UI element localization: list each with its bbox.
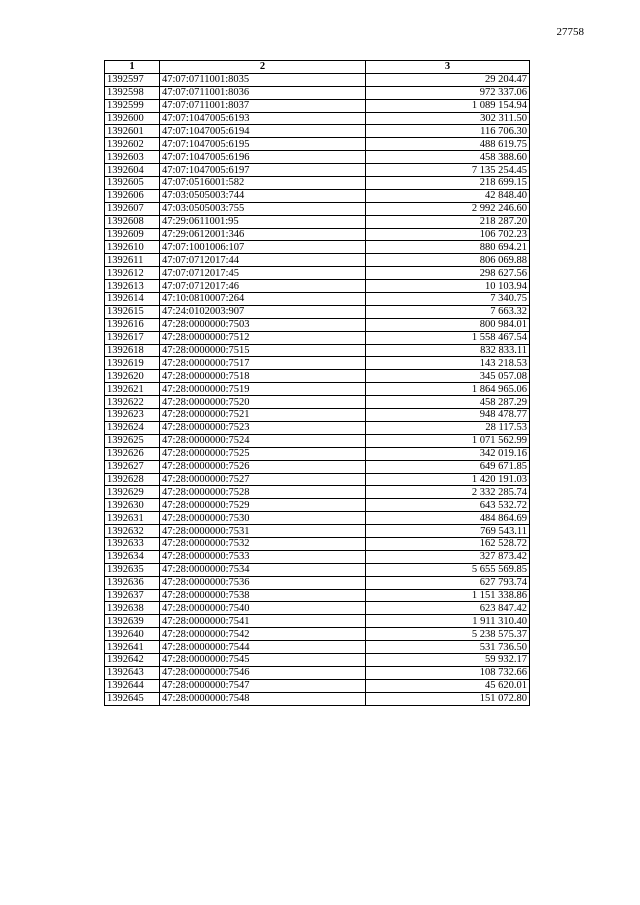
column-header-1: 1: [105, 61, 160, 74]
table-row: [105, 202, 530, 215]
record-number-cell: 1392634: [105, 550, 160, 563]
table-row: [105, 460, 530, 473]
value-cell: 1 558 467.54: [366, 331, 530, 344]
record-number-cell: 1392637: [105, 589, 160, 602]
value-cell: 880 694.21: [366, 241, 530, 254]
value-cell: 769 543.11: [366, 525, 530, 538]
cadastral-number-cell: 47:28:0000000:7540: [160, 602, 366, 615]
record-number-cell: 1392625: [105, 434, 160, 447]
value-cell: 531 736.50: [366, 641, 530, 654]
cadastral-number-cell: 47:28:0000000:7521: [160, 409, 366, 422]
record-number-cell: 1392645: [105, 692, 160, 705]
record-number-cell: 1392632: [105, 525, 160, 538]
record-number-cell: 1392643: [105, 666, 160, 679]
table-row: [105, 151, 530, 164]
cadastral-number-cell: 47:28:0000000:7530: [160, 512, 366, 525]
cadastral-number-cell: 47:07:1047005:6197: [160, 164, 366, 177]
cadastral-number-cell: 47:28:0000000:7544: [160, 641, 366, 654]
column-header-2: 2: [160, 61, 366, 74]
value-cell: 151 072.80: [366, 692, 530, 705]
cadastral-number-cell: 47:07:1047005:6193: [160, 112, 366, 125]
record-number-cell: 1392602: [105, 138, 160, 151]
cadastral-number-cell: 47:28:0000000:7524: [160, 434, 366, 447]
cadastral-number-cell: 47:07:0712017:46: [160, 280, 366, 293]
record-number-cell: 1392615: [105, 305, 160, 318]
cadastral-number-cell: 47:28:0000000:7534: [160, 563, 366, 576]
table-row: [105, 421, 530, 434]
cadastral-number-cell: 47:28:0000000:7538: [160, 589, 366, 602]
record-number-cell: 1392642: [105, 653, 160, 666]
table-row: [105, 293, 530, 306]
table-row: [105, 228, 530, 241]
value-cell: 143 218.53: [366, 357, 530, 370]
record-number-cell: 1392608: [105, 215, 160, 228]
record-number-cell: 1392626: [105, 447, 160, 460]
cadastral-number-cell: 47:03:0505003:744: [160, 189, 366, 202]
value-cell: 806 069.88: [366, 254, 530, 267]
table-row: [105, 305, 530, 318]
value-cell: 1 151 338.86: [366, 589, 530, 602]
record-number-cell: 1392598: [105, 86, 160, 99]
record-number-cell: 1392605: [105, 177, 160, 190]
cadastral-number-cell: 47:28:0000000:7515: [160, 344, 366, 357]
table-row: [105, 563, 530, 576]
table-row: [105, 525, 530, 538]
record-number-cell: 1392638: [105, 602, 160, 615]
value-cell: 948 478.77: [366, 409, 530, 422]
value-cell: 623 847.42: [366, 602, 530, 615]
cadastral-number-cell: 47:29:0612001:346: [160, 228, 366, 241]
page-number: 27758: [556, 26, 584, 38]
table-row: [105, 576, 530, 589]
record-number-cell: 1392610: [105, 241, 160, 254]
record-number-cell: 1392611: [105, 254, 160, 267]
record-number-cell: 1392635: [105, 563, 160, 576]
table-row: [105, 357, 530, 370]
table-row: [105, 112, 530, 125]
table-row: [105, 177, 530, 190]
value-cell: 5 655 569.85: [366, 563, 530, 576]
record-number-cell: 1392636: [105, 576, 160, 589]
cadastral-number-cell: 47:28:0000000:7525: [160, 447, 366, 460]
table-row: [105, 215, 530, 228]
record-number-cell: 1392597: [105, 73, 160, 86]
table-row: [105, 666, 530, 679]
table-row: [105, 486, 530, 499]
table-row: [105, 473, 530, 486]
table-row: [105, 512, 530, 525]
value-cell: 29 204.47: [366, 73, 530, 86]
table-row: [105, 692, 530, 705]
value-cell: 108 732.66: [366, 666, 530, 679]
table-row: [105, 164, 530, 177]
record-number-cell: 1392612: [105, 267, 160, 280]
value-cell: 484 864.69: [366, 512, 530, 525]
value-cell: 42 848.40: [366, 189, 530, 202]
value-cell: 59 932.17: [366, 653, 530, 666]
cadastral-number-cell: 47:28:0000000:7518: [160, 370, 366, 383]
cadastral-number-cell: 47:28:0000000:7536: [160, 576, 366, 589]
table-header-row: [105, 61, 530, 74]
column-header-3: 3: [366, 61, 530, 74]
table-row: [105, 189, 530, 202]
table-row: [105, 267, 530, 280]
cadastral-number-cell: 47:07:0711001:8036: [160, 86, 366, 99]
value-cell: 1 864 965.06: [366, 383, 530, 396]
record-number-cell: 1392622: [105, 396, 160, 409]
table-row: [105, 318, 530, 331]
record-number-cell: 1392628: [105, 473, 160, 486]
cadastral-number-cell: 47:28:0000000:7503: [160, 318, 366, 331]
record-number-cell: 1392640: [105, 628, 160, 641]
cadastral-number-cell: 47:28:0000000:7528: [160, 486, 366, 499]
table-row: [105, 344, 530, 357]
value-cell: 302 311.50: [366, 112, 530, 125]
record-number-cell: 1392619: [105, 357, 160, 370]
cadastral-number-cell: 47:28:0000000:7531: [160, 525, 366, 538]
table-row: [105, 641, 530, 654]
table-row: [105, 383, 530, 396]
registry-table: [104, 60, 530, 706]
value-cell: 345 057.08: [366, 370, 530, 383]
value-cell: 627 793.74: [366, 576, 530, 589]
cadastral-number-cell: 47:07:0712017:45: [160, 267, 366, 280]
value-cell: 7 340.75: [366, 293, 530, 306]
cadastral-number-cell: 47:07:1001006:107: [160, 241, 366, 254]
record-number-cell: 1392614: [105, 293, 160, 306]
table-row: [105, 86, 530, 99]
value-cell: 2 332 285.74: [366, 486, 530, 499]
value-cell: 5 238 575.37: [366, 628, 530, 641]
value-cell: 972 337.06: [366, 86, 530, 99]
record-number-cell: 1392601: [105, 125, 160, 138]
record-number-cell: 1392606: [105, 189, 160, 202]
record-number-cell: 1392629: [105, 486, 160, 499]
value-cell: 298 627.56: [366, 267, 530, 280]
value-cell: 218 699.15: [366, 177, 530, 190]
table-row: [105, 628, 530, 641]
table-row: [105, 550, 530, 563]
value-cell: 1 420 191.03: [366, 473, 530, 486]
record-number-cell: 1392607: [105, 202, 160, 215]
table-row: [105, 499, 530, 512]
record-number-cell: 1392599: [105, 99, 160, 112]
table-row: [105, 434, 530, 447]
cadastral-number-cell: 47:28:0000000:7529: [160, 499, 366, 512]
cadastral-number-cell: 47:28:0000000:7517: [160, 357, 366, 370]
record-number-cell: 1392603: [105, 151, 160, 164]
cadastral-number-cell: 47:03:0505003:755: [160, 202, 366, 215]
table-row: [105, 138, 530, 151]
cadastral-number-cell: 47:28:0000000:7548: [160, 692, 366, 705]
table-row: [105, 602, 530, 615]
value-cell: 7 663.32: [366, 305, 530, 318]
cadastral-number-cell: 47:28:0000000:7541: [160, 615, 366, 628]
table-row: [105, 537, 530, 550]
cadastral-number-cell: 47:29:0611001:95: [160, 215, 366, 228]
record-number-cell: 1392630: [105, 499, 160, 512]
record-number-cell: 1392618: [105, 344, 160, 357]
table-row: [105, 73, 530, 86]
table-body: [105, 73, 530, 705]
record-number-cell: 1392623: [105, 409, 160, 422]
table-row: [105, 615, 530, 628]
table-row: [105, 125, 530, 138]
cadastral-number-cell: 47:28:0000000:7533: [160, 550, 366, 563]
value-cell: 1 911 310.40: [366, 615, 530, 628]
record-number-cell: 1392633: [105, 537, 160, 550]
record-number-cell: 1392600: [105, 112, 160, 125]
record-number-cell: 1392621: [105, 383, 160, 396]
cadastral-number-cell: 47:28:0000000:7523: [160, 421, 366, 434]
cadastral-number-cell: 47:28:0000000:7519: [160, 383, 366, 396]
cadastral-number-cell: 47:28:0000000:7542: [160, 628, 366, 641]
value-cell: 7 135 254.45: [366, 164, 530, 177]
value-cell: 488 619.75: [366, 138, 530, 151]
value-cell: 1 071 562.99: [366, 434, 530, 447]
record-number-cell: 1392609: [105, 228, 160, 241]
table-row: [105, 331, 530, 344]
record-number-cell: 1392620: [105, 370, 160, 383]
cadastral-number-cell: 47:24:0102003:907: [160, 305, 366, 318]
table-row: [105, 679, 530, 692]
record-number-cell: 1392631: [105, 512, 160, 525]
table-row: [105, 447, 530, 460]
table-row: [105, 653, 530, 666]
cadastral-number-cell: 47:28:0000000:7546: [160, 666, 366, 679]
cadastral-number-cell: 47:07:0711001:8035: [160, 73, 366, 86]
cadastral-number-cell: 47:28:0000000:7547: [160, 679, 366, 692]
value-cell: 2 992 246.60: [366, 202, 530, 215]
cadastral-number-cell: 47:07:0516001:582: [160, 177, 366, 190]
cadastral-number-cell: 47:28:0000000:7527: [160, 473, 366, 486]
cadastral-number-cell: 47:28:0000000:7512: [160, 331, 366, 344]
cadastral-number-cell: 47:07:0712017:44: [160, 254, 366, 267]
record-number-cell: 1392639: [105, 615, 160, 628]
value-cell: 45 620.01: [366, 679, 530, 692]
record-number-cell: 1392616: [105, 318, 160, 331]
value-cell: 28 117.53: [366, 421, 530, 434]
value-cell: 832 833.11: [366, 344, 530, 357]
table-row: [105, 241, 530, 254]
value-cell: 649 671.85: [366, 460, 530, 473]
record-number-cell: 1392613: [105, 280, 160, 293]
record-number-cell: 1392617: [105, 331, 160, 344]
table-row: [105, 589, 530, 602]
record-number-cell: 1392604: [105, 164, 160, 177]
value-cell: 218 287.20: [366, 215, 530, 228]
table-row: [105, 99, 530, 112]
value-cell: 458 388.60: [366, 151, 530, 164]
cadastral-number-cell: 47:07:1047005:6196: [160, 151, 366, 164]
cadastral-number-cell: 47:07:0711001:8037: [160, 99, 366, 112]
value-cell: 162 528.72: [366, 537, 530, 550]
table-row: [105, 396, 530, 409]
table-row: [105, 370, 530, 383]
record-number-cell: 1392641: [105, 641, 160, 654]
record-number-cell: 1392624: [105, 421, 160, 434]
cadastral-number-cell: 47:28:0000000:7526: [160, 460, 366, 473]
cadastral-number-cell: 47:10:0810007:264: [160, 293, 366, 306]
value-cell: 458 287.29: [366, 396, 530, 409]
record-number-cell: 1392627: [105, 460, 160, 473]
record-number-cell: 1392644: [105, 679, 160, 692]
table-row: [105, 409, 530, 422]
cadastral-number-cell: 47:28:0000000:7545: [160, 653, 366, 666]
value-cell: 327 873.42: [366, 550, 530, 563]
value-cell: 800 984.01: [366, 318, 530, 331]
cadastral-number-cell: 47:28:0000000:7532: [160, 537, 366, 550]
value-cell: 116 706.30: [366, 125, 530, 138]
cadastral-number-cell: 47:28:0000000:7520: [160, 396, 366, 409]
table-row: [105, 280, 530, 293]
value-cell: 342 019.16: [366, 447, 530, 460]
value-cell: 106 702.23: [366, 228, 530, 241]
cadastral-number-cell: 47:07:1047005:6194: [160, 125, 366, 138]
value-cell: 10 103.94: [366, 280, 530, 293]
table-row: [105, 254, 530, 267]
value-cell: 643 532.72: [366, 499, 530, 512]
cadastral-number-cell: 47:07:1047005:6195: [160, 138, 366, 151]
value-cell: 1 089 154.94: [366, 99, 530, 112]
